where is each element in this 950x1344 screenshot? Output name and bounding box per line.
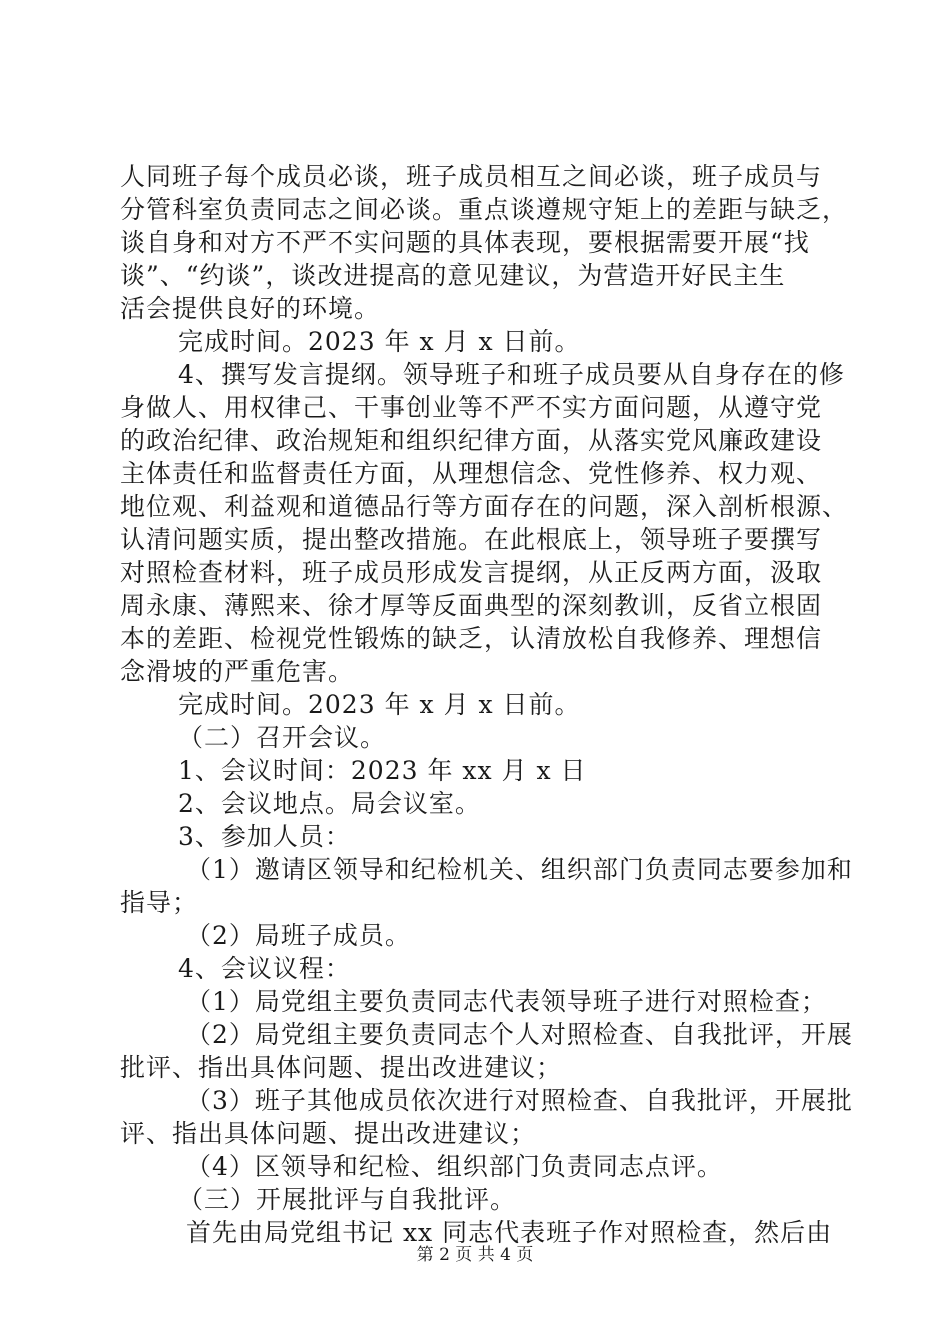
- text-line: （2）局班子成员。: [186, 921, 411, 950]
- text-line: 地位观、利益观和道德品行等方面存在的问题，深入剖析根源、: [120, 492, 849, 521]
- text-line: 谈”、“约谈”，谈改进提高的意见建议，为营造开好民主生: [120, 261, 786, 290]
- text-line: 4、会议议程：: [178, 954, 351, 983]
- section-heading: （二）召开会议。: [178, 723, 387, 752]
- text-line: 4、撰写发言提纲。领导班子和班子成员要从自身存在的修: [178, 360, 845, 389]
- text-line: （1）局党组主要负责同志代表领导班子进行对照检查；: [186, 987, 827, 1016]
- text-line: （1）邀请区领导和纪检机关、组织部门负责同志要参加和: [186, 855, 853, 884]
- text-line: 1、会议时间：2023 年 xx 月 x 日: [178, 756, 587, 785]
- text-line: 活会提供良好的环境。: [120, 294, 381, 323]
- text-line: 分管科室负责同志之间必谈。重点谈遵规守矩上的差距与缺乏，: [120, 195, 849, 224]
- text-line: 周永康、薄熙来、徐才厚等反面典型的深刻教训，反省立根固: [120, 591, 823, 620]
- text-line: 指导；: [120, 888, 199, 917]
- text-line: 评、指出具体问题、提出改进建议；: [120, 1119, 537, 1148]
- page-number-footer: 第 2 页 共 4 页: [416, 1245, 534, 1265]
- section-heading: （三）开展批评与自我批评。: [178, 1185, 517, 1214]
- document-body: [120, 160, 853, 1249]
- text-line: 主体责任和监督责任方面，从理想信念、党性修养、权力观、: [120, 459, 823, 488]
- text-line: 谈自身和对方不严不实问题的具体表现，要根据需要开展“找: [120, 228, 810, 257]
- text-line: 本的差距、检视党性锻炼的缺乏，认清放松自我修养、理想信: [120, 624, 823, 653]
- text-line: （3）班子其他成员依次进行对照检查、自我批评，开展批: [186, 1086, 853, 1115]
- text-line: 首先由局党组书记 xx 同志代表班子作对照检查，然后由: [186, 1218, 833, 1247]
- text-line: 对照检查材料，班子成员形成发言提纲，从正反两方面，汲取: [120, 558, 823, 587]
- text-line: 完成时间。2023 年 x 月 x 日前。: [178, 690, 581, 719]
- text-line: 2、会议地点。局会议室。: [178, 789, 481, 818]
- text-line: （2）局党组主要负责同志个人对照检查、自我批评，开展: [186, 1020, 853, 1049]
- text-line: 身做人、用权律己、干事创业等不严不实方面问题，从遵守党: [120, 393, 823, 422]
- text-line: 3、参加人员：: [178, 822, 351, 851]
- text-line: 念滑坡的严重危害。: [120, 657, 355, 686]
- text-line: 认清问题实质，提出整改措施。在此根底上，领导班子要撰写: [120, 525, 823, 554]
- text-line: 人同班子每个成员必谈，班子成员相互之间必谈，班子成员与: [120, 162, 823, 191]
- text-line: 批评、指出具体问题、提出改进建议；: [120, 1053, 563, 1082]
- text-line: 的政治纪律、政治规矩和组织纪律方面，从落实党风廉政建设: [120, 426, 823, 455]
- text-line: 完成时间。2023 年 x 月 x 日前。: [178, 327, 581, 356]
- text-line: （4）区领导和纪检、组织部门负责同志点评。: [186, 1152, 723, 1181]
